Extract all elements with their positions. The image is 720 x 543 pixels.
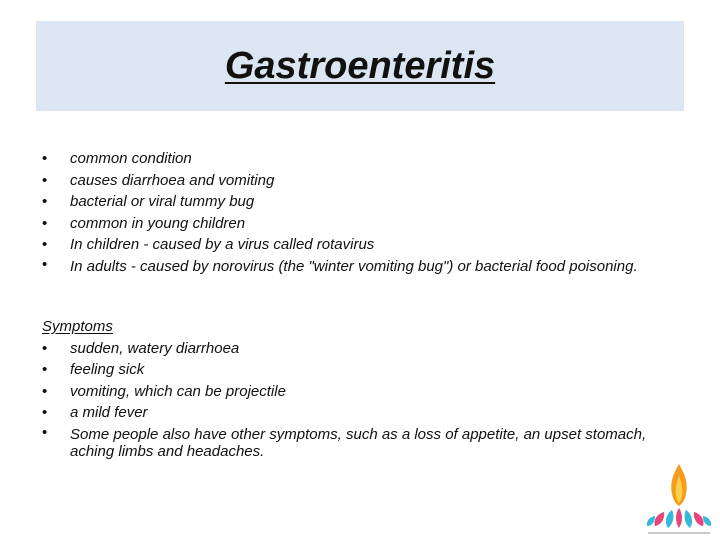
- symptoms-list: [0, 338, 660, 461]
- symptoms-heading: Symptoms: [42, 318, 113, 335]
- list-item: • Some people also have other symptoms, such as a loss of appetite, an upset stomach, aching limbs and headaches.: [0, 424, 660, 461]
- list-item: • sudden, watery diarrhoea: [0, 338, 660, 360]
- list-item: • a mild fever: [0, 402, 660, 424]
- list-item: • bacterial or viral tummy bug: [0, 191, 660, 213]
- overview-list: [0, 148, 660, 275]
- slide-title: Gastroenteritis: [224, 44, 496, 87]
- list-item: • causes diarrhoea and vomiting: [0, 170, 660, 192]
- list-item: • common condition: [0, 148, 660, 170]
- list-item: • common in young children: [0, 213, 660, 235]
- list-item: • feeling sick: [0, 359, 660, 381]
- list-item: • In adults - caused by norovirus (the "winter vomiting bug") or bacterial food poisoning.: [0, 256, 660, 276]
- symptoms-section: [0, 316, 660, 461]
- list-item: • vomiting, which can be projectile: [0, 381, 660, 403]
- lotus-flame-logo-icon: [642, 462, 716, 538]
- list-item: • In children - caused by a virus called rotavirus: [0, 234, 660, 256]
- title-banner: [36, 21, 684, 111]
